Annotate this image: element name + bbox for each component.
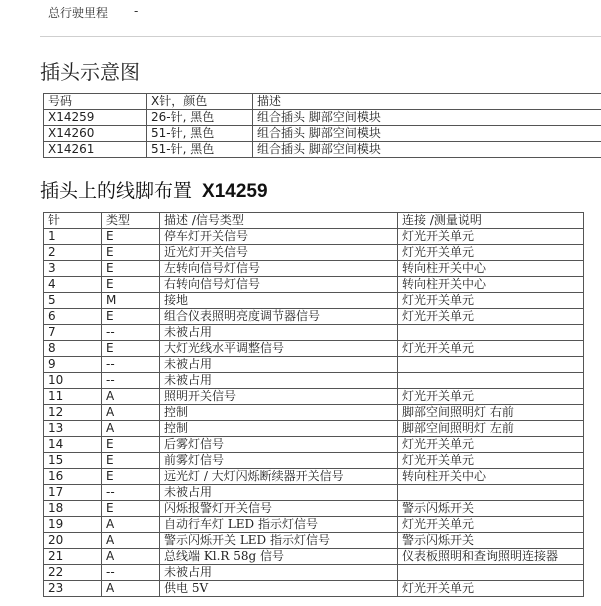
plug-table <box>43 93 601 158</box>
table-cell: 3 <box>44 261 102 277</box>
table-cell: 灯光开关单元 <box>398 293 584 309</box>
pin-col-connection: 连接 /测量说明 <box>398 213 584 229</box>
table-cell: -- <box>102 565 160 581</box>
table-row <box>44 325 584 341</box>
table-cell: 灯光开关单元 <box>398 389 584 405</box>
table-cell: 停车灯开关信号 <box>160 229 398 245</box>
table-row <box>44 405 584 421</box>
plug-section-title: 插头示意图 <box>40 60 140 84</box>
table-cell <box>398 357 584 373</box>
table-cell: 自动行车灯 LED 指示灯信号 <box>160 517 398 533</box>
table-cell: 21 <box>44 549 102 565</box>
table-cell: 未被占用 <box>160 373 398 389</box>
pin-table <box>43 212 584 597</box>
table-row <box>44 277 584 293</box>
table-cell: 未被占用 <box>160 325 398 341</box>
table-cell: 15 <box>44 453 102 469</box>
table-row <box>44 389 584 405</box>
plug-col-description: 描述 <box>253 94 601 110</box>
table-cell: 控制 <box>160 405 398 421</box>
table-cell: E <box>102 277 160 293</box>
table-cell: 控制 <box>160 421 398 437</box>
table-row <box>44 533 584 549</box>
table-cell: X14259 <box>44 110 147 126</box>
table-cell: E <box>102 341 160 357</box>
table-cell: 6 <box>44 309 102 325</box>
table-cell: 前雾灯信号 <box>160 453 398 469</box>
table-cell: 灯光开关单元 <box>398 309 584 325</box>
table-row <box>44 469 584 485</box>
table-cell: 20 <box>44 533 102 549</box>
table-cell: 转向柱开关中心 <box>398 469 584 485</box>
pin-section-code: X14259 <box>202 181 268 202</box>
table-cell: 警示闪烁开关 <box>398 501 584 517</box>
table-cell: 组合插头 脚部空间模块 <box>253 142 601 158</box>
table-row <box>44 142 601 158</box>
table-cell: 接地 <box>160 293 398 309</box>
table-cell: 13 <box>44 421 102 437</box>
table-cell <box>398 325 584 341</box>
table-cell: 未被占用 <box>160 485 398 501</box>
table-cell: 51-针, 黑色 <box>147 126 253 142</box>
table-cell: 警示闪烁开关 LED 指示灯信号 <box>160 533 398 549</box>
table-cell: 14 <box>44 437 102 453</box>
table-cell: X14261 <box>44 142 147 158</box>
pin-section-title <box>40 176 268 203</box>
table-row <box>44 110 601 126</box>
plug-col-number: 号码 <box>44 94 147 110</box>
table-cell: A <box>102 517 160 533</box>
table-cell: 2 <box>44 245 102 261</box>
table-row <box>44 293 584 309</box>
plug-table-header <box>44 94 601 110</box>
table-cell: 未被占用 <box>160 357 398 373</box>
table-cell: 17 <box>44 485 102 501</box>
table-cell: 组合插头 脚部空间模块 <box>253 110 601 126</box>
plug-col-pins: X针，颜色 <box>147 94 253 110</box>
table-cell: 组合插头 脚部空间模块 <box>253 126 601 142</box>
table-cell: 51-针, 黑色 <box>147 142 253 158</box>
table-row <box>44 517 584 533</box>
table-cell: 12 <box>44 405 102 421</box>
table-row <box>44 485 584 501</box>
table-cell: 灯光开关单元 <box>398 453 584 469</box>
table-cell: M <box>102 293 160 309</box>
table-cell: 组合仪表照明亮度调节器信号 <box>160 309 398 325</box>
pin-col-type: 类型 <box>102 213 160 229</box>
table-cell: 闪烁报警灯开关信号 <box>160 501 398 517</box>
table-cell: E <box>102 309 160 325</box>
table-cell: -- <box>102 357 160 373</box>
table-row <box>44 421 584 437</box>
table-cell: A <box>102 549 160 565</box>
table-row <box>44 245 584 261</box>
table-cell: 近光灯开关信号 <box>160 245 398 261</box>
table-cell: 9 <box>44 357 102 373</box>
table-row <box>44 501 584 517</box>
table-row <box>44 565 584 581</box>
table-cell: 7 <box>44 325 102 341</box>
table-cell: 大灯光线水平调整信号 <box>160 341 398 357</box>
table-cell: A <box>102 405 160 421</box>
table-cell: 转向柱开关中心 <box>398 261 584 277</box>
table-row <box>44 261 584 277</box>
table-cell: 10 <box>44 373 102 389</box>
table-cell: 仪表板照明和查询照明连接器 <box>398 549 584 565</box>
table-cell: X14260 <box>44 126 147 142</box>
table-cell: 5 <box>44 293 102 309</box>
table-cell: 灯光开关单元 <box>398 517 584 533</box>
table-cell: 灯光开关单元 <box>398 245 584 261</box>
table-cell: E <box>102 501 160 517</box>
table-cell: 22 <box>44 565 102 581</box>
table-cell: 右转向信号灯信号 <box>160 277 398 293</box>
table-cell: -- <box>102 485 160 501</box>
table-cell: A <box>102 389 160 405</box>
table-cell: E <box>102 437 160 453</box>
pin-col-description: 描述 /信号类型 <box>160 213 398 229</box>
table-cell: 警示闪烁开关 <box>398 533 584 549</box>
table-cell: 未被占用 <box>160 565 398 581</box>
table-row <box>44 341 584 357</box>
table-cell: E <box>102 261 160 277</box>
table-cell <box>398 485 584 501</box>
table-cell: 18 <box>44 501 102 517</box>
pin-col-pin: 针 <box>44 213 102 229</box>
table-cell: 灯光开关单元 <box>398 229 584 245</box>
table-row <box>44 229 584 245</box>
pin-section-title-text: 插头上的线脚布置 <box>40 180 193 202</box>
pin-table-header <box>44 213 584 229</box>
table-row <box>44 453 584 469</box>
table-row <box>44 373 584 389</box>
table-cell: 远光灯 / 大灯闪烁断续器开关信号 <box>160 469 398 485</box>
top-bar <box>40 0 601 37</box>
table-cell: E <box>102 229 160 245</box>
table-cell: A <box>102 581 160 597</box>
table-cell: 供电 5V <box>160 581 398 597</box>
table-cell: 26-针, 黑色 <box>147 110 253 126</box>
table-cell: -- <box>102 325 160 341</box>
table-cell: 左转向信号灯信号 <box>160 261 398 277</box>
table-cell: 灯光开关单元 <box>398 437 584 453</box>
table-cell: E <box>102 453 160 469</box>
table-row <box>44 309 584 325</box>
table-cell: 8 <box>44 341 102 357</box>
table-cell: 16 <box>44 469 102 485</box>
table-row <box>44 549 584 565</box>
table-cell: 脚部空间照明灯 右前 <box>398 405 584 421</box>
table-cell: 总线端 Kl.R 58g 信号 <box>160 549 398 565</box>
table-cell <box>398 373 584 389</box>
table-cell: A <box>102 421 160 437</box>
mileage-value: - <box>134 4 139 18</box>
table-cell: E <box>102 245 160 261</box>
table-cell: 转向柱开关中心 <box>398 277 584 293</box>
table-cell: 灯光开关单元 <box>398 581 584 597</box>
table-cell: 11 <box>44 389 102 405</box>
table-row <box>44 581 584 597</box>
table-cell: A <box>102 533 160 549</box>
table-row <box>44 437 584 453</box>
table-cell <box>398 565 584 581</box>
table-cell: E <box>102 469 160 485</box>
mileage-label: 总行驶里程 <box>48 6 109 20</box>
table-cell: 脚部空间照明灯 左前 <box>398 421 584 437</box>
table-row <box>44 357 584 373</box>
table-cell: 23 <box>44 581 102 597</box>
table-row <box>44 126 601 142</box>
table-cell: -- <box>102 373 160 389</box>
table-cell: 后雾灯信号 <box>160 437 398 453</box>
table-cell: 4 <box>44 277 102 293</box>
table-cell: 灯光开关单元 <box>398 341 584 357</box>
table-cell: 1 <box>44 229 102 245</box>
table-cell: 照明开关信号 <box>160 389 398 405</box>
table-cell: 19 <box>44 517 102 533</box>
